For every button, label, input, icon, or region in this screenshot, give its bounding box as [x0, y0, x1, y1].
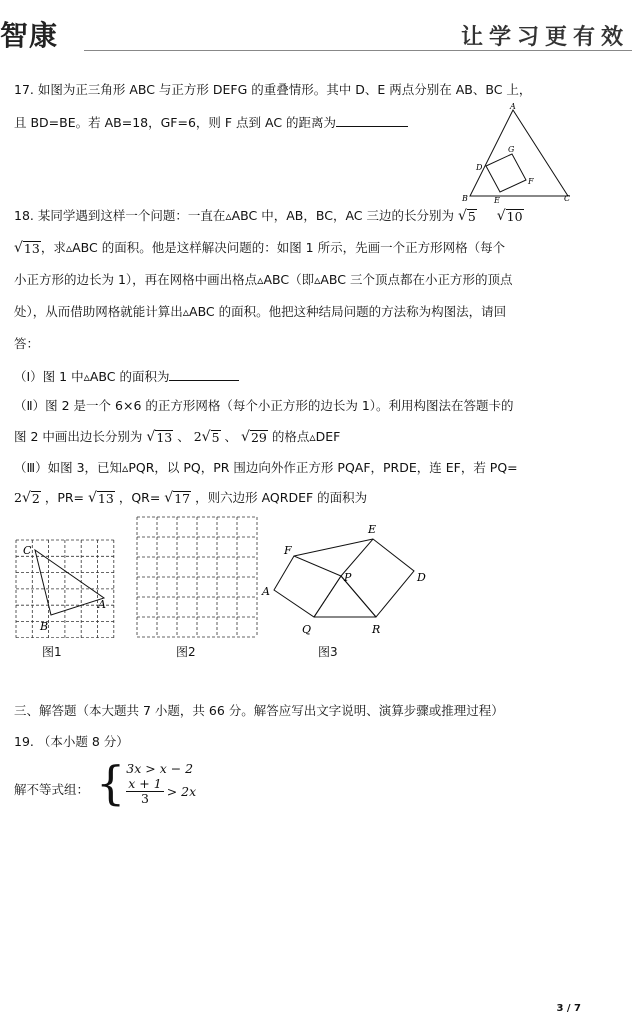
q17-label-G: G	[508, 145, 515, 154]
figure-2-grid	[136, 516, 258, 638]
figure-1-grid	[14, 538, 118, 638]
q18-p3-sqrt-13-value: 13	[97, 491, 114, 506]
q18-part3-line1: （Ⅲ）如图 3，已知▵PQR，以 PQ，PR 围边向外作正方形 PQAF，PRDE，连 EF，若 PQ=	[14, 460, 518, 475]
q19-left-brace: {	[96, 756, 126, 810]
q18-part1-text: （Ⅰ）图 1 中▵ABC 的面积为	[14, 369, 170, 384]
q18-p3-sqrt-17-value: 17	[174, 491, 191, 506]
q19-title: 19. （本小题 8 分）	[14, 734, 129, 749]
q18-p3-sqrt-2-value: 2	[31, 491, 40, 506]
q17-label-B: B	[462, 194, 468, 203]
q18-part2-line2-end: 的格点▵DEF	[271, 429, 341, 444]
q18-p2-sep1: 、	[177, 429, 190, 444]
q18-sqrt-13-value: 13	[23, 241, 40, 256]
q18-p3-sqrt-13: √ 13	[88, 490, 114, 506]
q18-part1	[14, 368, 239, 385]
q17-label-E: E	[494, 196, 500, 205]
q18-sqrt-10: √ 10	[496, 208, 523, 224]
q18-p3-mid2: ，QR=	[118, 490, 161, 505]
q18-sqrt-5-value: 5	[467, 209, 476, 224]
q18-p3-2sqrt-2: 2 √ 2	[14, 490, 40, 506]
fig3-label-R: R	[372, 623, 381, 636]
q18-p3-mid1: ，PR=	[44, 490, 85, 505]
q17-label-F: F	[528, 177, 534, 186]
q18-p2-sqrt-13: √ 13	[146, 429, 173, 445]
q18-line4: 处），从而借助网格就能计算出▵ABC 的面积。他把这种结局问题的方法称为构图法，请回	[14, 304, 507, 319]
q19-ineq2-fraction	[126, 777, 163, 806]
q18-line3: 小正方形的边长为 1），再在网格中画出格点▵ABC（即▵ABC 三个顶点都在小正方形的顶点	[14, 272, 513, 287]
q18-line1	[14, 208, 524, 224]
page-number: 3 / 7	[556, 1003, 581, 1014]
fig1-caption: 图1	[42, 645, 62, 659]
q17-answer-blank	[336, 114, 408, 127]
q19-inequality-system	[96, 756, 197, 810]
q17-line2	[14, 114, 408, 131]
q17-label-A: A	[510, 102, 516, 111]
q18-line2	[14, 240, 505, 256]
q18-part2-line1: （Ⅱ）图 2 是一个 6×6 的正方形网格（每个小正方形的边长为 1）。利用构图法在答题卡的	[14, 398, 514, 413]
q18-line2-text: ，求▵ABC 的面积。他是这样解决问题的：如图 1 所示，先画一个正方形网格（每个	[40, 240, 506, 255]
q19-inequalities	[126, 761, 196, 806]
fig3-label-F: F	[284, 544, 292, 557]
q18-p2-sep2: 、	[224, 429, 238, 444]
q18-p2-sqrt-29: √ 29	[241, 429, 267, 445]
q17-line2-text: 且 BD=BE。若 AB=18，GF=6，则 F 点到 AC 的距离为	[14, 115, 337, 130]
header-slogan: 让学习更有效	[460, 25, 629, 50]
q19-ineq2	[126, 777, 196, 806]
q18-p2-2sqrt-5: 2 √ 5	[193, 429, 220, 445]
q18-part3-line2	[14, 490, 367, 506]
q19-ineq2-denominator: 3	[141, 790, 149, 806]
q17-label-C: C	[564, 194, 571, 203]
fig3-label-E: E	[368, 523, 377, 536]
fig3-label-P: P	[344, 571, 352, 584]
q17-line1: 17. 如图为正三角形 ABC 与正方形 DEFG 的重叠情形。其中 D、E 两点分别在 AB、BC 上，	[14, 82, 532, 97]
header-divider	[84, 50, 632, 51]
q18-line1-text: 18. 某同学遇到这样一个问题：一直在▵ABC 中，AB，BC，AC 三边的长分别为	[14, 208, 454, 223]
q19-ineq1: 3x > x − 2	[126, 760, 194, 776]
q18-part2-line2	[14, 429, 340, 445]
q18-p3-coef: 2	[14, 490, 22, 505]
fig2-caption: 图2	[176, 645, 196, 659]
q18-p3-sqrt-17: √ 17	[164, 490, 191, 506]
q18-sqrt-5: √ 5	[457, 208, 476, 224]
q18-part2-line2-text: 图 2 中画出边长分别为	[14, 429, 143, 444]
q18-p2-sqrt-5-value: 5	[211, 430, 220, 445]
section3-title: 三、解答题（本大题共 7 小题，共 66 分。解答应写出文字说明、演算步骤或推理过程）	[14, 703, 504, 718]
q18-p2-sqrt-29-value: 29	[250, 430, 267, 445]
q19-ineq2-numerator: x + 1	[128, 775, 162, 791]
q18-p2-coef: 2	[193, 429, 202, 444]
q19-ineq2-rhs: > 2x	[166, 783, 197, 799]
fig1-label-A: A	[98, 598, 106, 611]
q18-p3-end: ，则六边形 AQRDEF 的面积为	[195, 490, 368, 505]
fig3-label-D: D	[417, 571, 426, 584]
q17-figure	[458, 100, 578, 208]
fig1-label-B: B	[40, 620, 49, 633]
fig1-label-C: C	[23, 544, 32, 557]
q18-sqrt-10-value: 10	[506, 209, 523, 224]
figure-3-diagram	[260, 518, 432, 640]
q17-label-D: D	[476, 163, 483, 172]
q18-sqrt-13: √ 13	[14, 240, 40, 256]
q18-part1-blank	[169, 368, 239, 381]
q18-line5: 答：	[14, 336, 40, 351]
fig3-label-Q: Q	[302, 623, 312, 636]
q19-prompt: 解不等式组：	[14, 782, 90, 797]
q18-p2-sqrt-13-value: 13	[156, 430, 173, 445]
fig3-caption: 图3	[318, 645, 338, 659]
brand-logo: 智康	[0, 19, 59, 52]
fig3-label-A: A	[262, 585, 270, 598]
